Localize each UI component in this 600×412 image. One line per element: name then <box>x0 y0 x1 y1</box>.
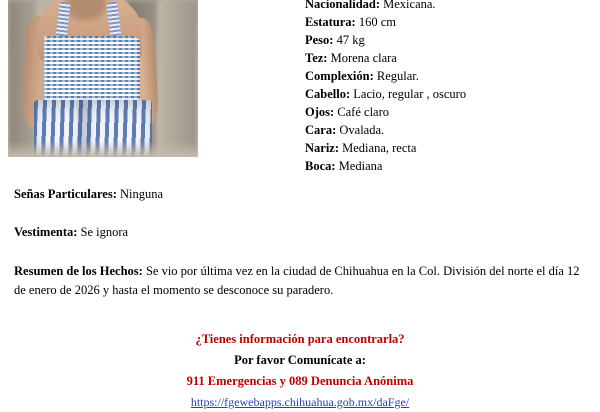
detail-row-complexion <box>305 68 595 85</box>
detail-row-estatura <box>305 14 595 31</box>
detail-label-ojos: Ojos: <box>305 105 335 119</box>
detail-row-tez <box>305 50 595 67</box>
resumen-hechos-value: Se vio por última vez en la ciudad de Chihuahua en la Col. División del norte el día 12 de enero de 2026 y hasta el momento se desconoce su paradero. <box>14 264 580 297</box>
detail-row-cabello <box>305 86 595 103</box>
footer-emergency-numbers: 911 Emergencias y 089 Denuncia Anónima <box>186 374 414 388</box>
vestimenta-value: Se ignora <box>80 225 129 239</box>
detail-row-peso <box>305 32 595 49</box>
footer-please-contact: Por favor Comunícate a: <box>234 353 366 367</box>
detail-value-peso: 47 kg <box>336 33 365 47</box>
detail-label-peso: Peso: <box>305 33 334 47</box>
missing-person-photo <box>8 0 198 157</box>
case-body <box>14 186 590 321</box>
detail-value-complexion: Regular. <box>376 69 419 83</box>
detail-label-tez: Tez: <box>305 51 328 65</box>
detail-row-nacionalidad <box>305 0 595 13</box>
detail-row-cara <box>305 122 595 139</box>
footer-question: ¿Tienes información para encontrarla? <box>195 332 405 346</box>
detail-value-nacionalidad: Mexicana. <box>383 0 436 11</box>
detail-label-cara: Cara: <box>305 123 337 137</box>
resumen-hechos-row <box>14 262 590 300</box>
photo-bottom-fade <box>8 141 198 157</box>
detail-value-nariz: Mediana, recta <box>342 141 417 155</box>
detail-value-ojos: Café claro <box>337 105 389 119</box>
physical-description-list <box>305 0 595 176</box>
detail-value-cabello: Lacio, regular , oscuro <box>353 87 467 101</box>
detail-label-nariz: Nariz: <box>305 141 340 155</box>
detail-label-cabello: Cabello: <box>305 87 351 101</box>
detail-value-tez: Morena clara <box>330 51 397 65</box>
vestimenta-label: Vestimenta: <box>14 225 78 239</box>
senas-particulares-label: Señas Particulares: <box>14 187 117 201</box>
detail-label-complexion: Complexión: <box>305 69 374 83</box>
detail-label-nacionalidad: Nacionalidad: <box>305 0 381 11</box>
detail-row-ojos <box>305 104 595 121</box>
senas-particulares-row <box>14 186 590 203</box>
detail-label-boca: Boca: <box>305 159 336 173</box>
detail-value-estatura: 160 cm <box>358 15 396 29</box>
photo-dress-bodice <box>44 36 140 102</box>
detail-row-boca <box>305 158 595 175</box>
detail-value-cara: Ovalada. <box>339 123 385 137</box>
footer-website-link[interactable]: https://fgewebapps.chihuahua.gob.mx/daFge/ <box>190 395 410 409</box>
vestimenta-row <box>14 224 590 241</box>
senas-particulares-value: Ninguna <box>120 187 164 201</box>
detail-value-boca: Mediana <box>338 159 383 173</box>
detail-row-nariz <box>305 140 595 157</box>
photo-background-band-right <box>158 0 198 157</box>
resumen-hechos-label: Resumen de los Hechos: <box>14 264 143 278</box>
detail-label-estatura: Estatura: <box>305 15 356 29</box>
